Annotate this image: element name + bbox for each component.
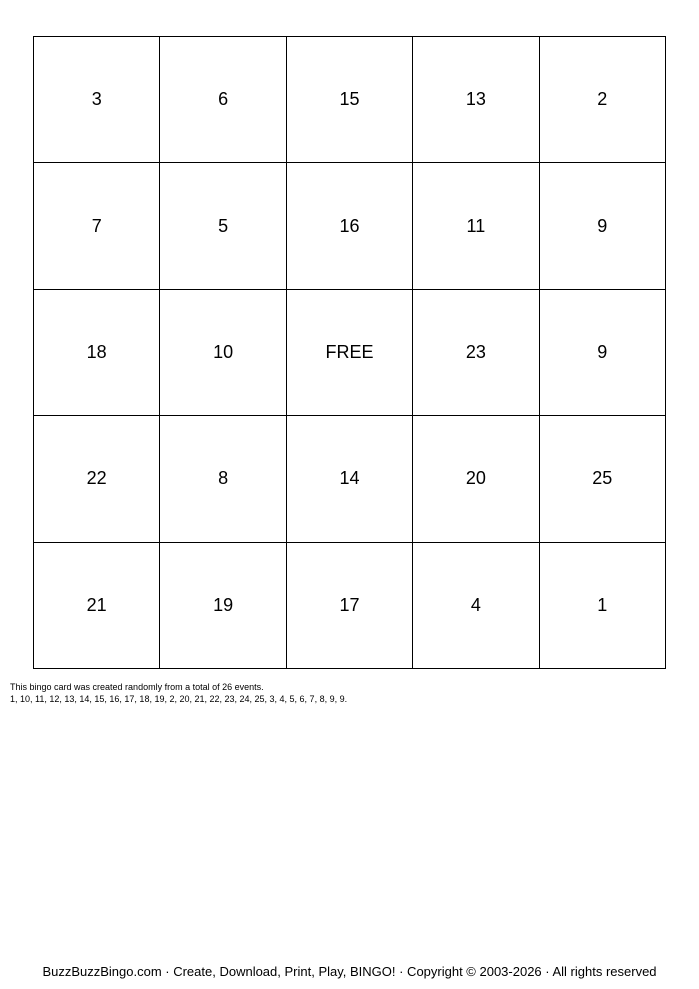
bingo-cell: 19 [160, 543, 286, 669]
bingo-cell: 7 [34, 163, 160, 289]
bingo-cell: 14 [287, 416, 413, 542]
bingo-cell: 22 [34, 416, 160, 542]
bingo-cell: 4 [413, 543, 539, 669]
bingo-card-grid [33, 36, 666, 669]
bingo-cell: 5 [160, 163, 286, 289]
bingo-cell: 9 [540, 290, 666, 416]
bingo-cell: 9 [540, 163, 666, 289]
bingo-cell: 6 [160, 37, 286, 163]
bingo-cell: 18 [34, 290, 160, 416]
bingo-cell: 3 [34, 37, 160, 163]
bingo-cell: 16 [287, 163, 413, 289]
bingo-cell: 13 [413, 37, 539, 163]
card-info-line: This bingo card was created randomly from a total of 26 events. [10, 682, 264, 692]
bingo-cell: 1 [540, 543, 666, 669]
bingo-cell: 23 [413, 290, 539, 416]
event-list-line: 1, 10, 11, 12, 13, 14, 15, 16, 17, 18, 19, 2, 20, 21, 22, 23, 24, 25, 3, 4, 5, 6, 7, 8, 9, 9. [10, 694, 348, 704]
bingo-cell: 21 [34, 543, 160, 669]
bingo-cell: 2 [540, 37, 666, 163]
bingo-cell: 20 [413, 416, 539, 542]
bingo-cell: 10 [160, 290, 286, 416]
page-footer: BuzzBuzzBingo.com · Create, Download, Print, Play, BINGO! · Copyright © 2003-2026 · All rights reserved [42, 964, 657, 979]
bingo-cell: 25 [540, 416, 666, 542]
bingo-cell: 15 [287, 37, 413, 163]
bingo-cell: 17 [287, 543, 413, 669]
bingo-free-cell: FREE [287, 290, 413, 416]
bingo-cell: 11 [413, 163, 539, 289]
card-info-note [10, 681, 347, 705]
bingo-cell: 8 [160, 416, 286, 542]
